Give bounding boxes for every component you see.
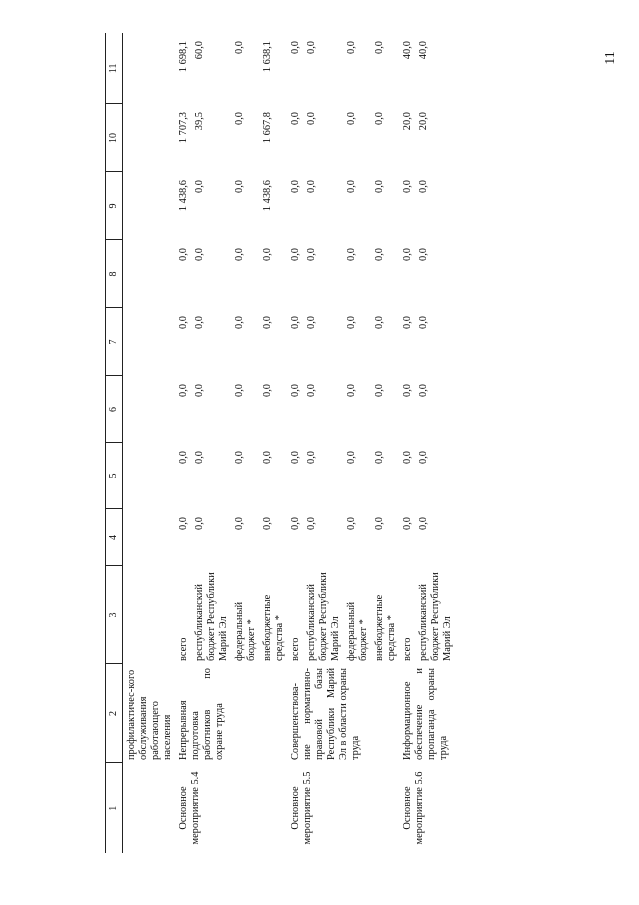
funding-source-cell: республиканский бюджет Республики Марий Эл bbox=[306, 572, 341, 661]
measure-title-cell: Совершенствова-ние нормативно-правовой базы Республики Марий Эл в области охраны труда bbox=[290, 668, 361, 760]
value-cell: 1 667,8 bbox=[262, 112, 273, 144]
table-row bbox=[288, 33, 304, 853]
value-cell: 0,0 bbox=[346, 517, 357, 530]
value-cell: 0,0 bbox=[234, 451, 245, 464]
value-cell: 0,0 bbox=[306, 316, 317, 329]
funding-source-cell: внебюджетные средства * bbox=[262, 594, 285, 661]
value-cell: 0,0 bbox=[306, 517, 317, 530]
value-cell: 0,0 bbox=[290, 316, 301, 329]
value-cell: 0,0 bbox=[418, 384, 429, 397]
value-cell: 0,0 bbox=[418, 451, 429, 464]
value-cell: 0,0 bbox=[306, 248, 317, 261]
value-cell: 0,0 bbox=[306, 180, 317, 193]
value-cell: 0,0 bbox=[178, 248, 189, 261]
table-header-row bbox=[106, 33, 123, 853]
value-cell: 0,0 bbox=[374, 248, 385, 261]
value-cell: 0,0 bbox=[402, 248, 413, 261]
funding-source-cell: федеральный бюджет * bbox=[234, 601, 257, 661]
measure-name-cell bbox=[123, 763, 177, 853]
value-cell bbox=[123, 509, 177, 566]
column-header: 9 bbox=[106, 172, 123, 240]
funding-source-cell: республиканский бюджет Республики Марий Эл bbox=[194, 572, 229, 661]
value-cell: 0,0 bbox=[262, 384, 273, 397]
measure-name-cell: Основное мероприятие 5.4 bbox=[178, 771, 201, 845]
value-cell: 0,0 bbox=[290, 384, 301, 397]
value-cell: 0,0 bbox=[374, 180, 385, 193]
value-cell: 0,0 bbox=[194, 517, 205, 530]
value-cell: 0,0 bbox=[346, 316, 357, 329]
value-cell: 0,0 bbox=[418, 248, 429, 261]
value-cell: 0,0 bbox=[418, 316, 429, 329]
measure-title-cell: Непрерывная подготовка работников по охране труда bbox=[178, 668, 225, 760]
measure-name-cell: Основное мероприятие 5.5 bbox=[290, 771, 313, 845]
value-cell: 0,0 bbox=[346, 112, 357, 125]
value-cell: 0,0 bbox=[234, 180, 245, 193]
value-cell bbox=[123, 33, 177, 104]
value-cell: 40,0 bbox=[402, 41, 413, 60]
value-cell: 0,0 bbox=[402, 316, 413, 329]
column-header: 10 bbox=[106, 104, 123, 172]
value-cell: 0,0 bbox=[374, 451, 385, 464]
value-cell: 0,0 bbox=[402, 180, 413, 193]
column-header: 5 bbox=[106, 443, 123, 509]
value-cell: 0,0 bbox=[234, 112, 245, 125]
column-header: 8 bbox=[106, 240, 123, 308]
rotated-table-container bbox=[105, 33, 540, 853]
value-cell: 0,0 bbox=[290, 41, 301, 54]
value-cell bbox=[123, 308, 177, 376]
value-cell: 0,0 bbox=[194, 248, 205, 261]
value-cell: 0,0 bbox=[306, 451, 317, 464]
funding-source-cell bbox=[123, 566, 177, 664]
value-cell: 0,0 bbox=[290, 248, 301, 261]
funding-source-cell: всего bbox=[402, 637, 413, 661]
value-cell: 0,0 bbox=[194, 316, 205, 329]
column-header: 6 bbox=[106, 376, 123, 443]
column-header: 7 bbox=[106, 308, 123, 376]
value-cell: 0,0 bbox=[306, 41, 317, 54]
value-cell: 0,0 bbox=[374, 316, 385, 329]
value-cell: 0,0 bbox=[262, 451, 273, 464]
funding-source-cell: федеральный бюджет * bbox=[346, 601, 369, 661]
column-header: 1 bbox=[106, 763, 123, 853]
value-cell: 0,0 bbox=[306, 112, 317, 125]
budget-table bbox=[105, 33, 456, 853]
value-cell: 0,0 bbox=[374, 517, 385, 530]
value-cell: 1 707,3 bbox=[178, 112, 189, 144]
value-cell: 0,0 bbox=[194, 384, 205, 397]
value-cell: 0,0 bbox=[194, 180, 205, 193]
value-cell bbox=[123, 443, 177, 509]
value-cell: 20,0 bbox=[402, 112, 413, 131]
column-header: 11 bbox=[106, 33, 123, 104]
value-cell: 0,0 bbox=[402, 451, 413, 464]
value-cell: 0,0 bbox=[234, 248, 245, 261]
value-cell: 1 438,6 bbox=[178, 180, 189, 212]
value-cell: 0,0 bbox=[262, 517, 273, 530]
column-header: 4 bbox=[106, 509, 123, 566]
measure-title-cell: профилактичес-кого обслуживания работающего населения bbox=[126, 669, 173, 760]
value-cell: 60,0 bbox=[194, 41, 205, 60]
table-row bbox=[123, 33, 177, 853]
value-cell: 20,0 bbox=[418, 112, 429, 131]
funding-source-cell: внебюджетные средства * bbox=[374, 594, 397, 661]
value-cell: 0,0 bbox=[178, 517, 189, 530]
value-cell: 0,0 bbox=[346, 41, 357, 54]
column-header: 2 bbox=[106, 664, 123, 763]
page-number: 11 bbox=[603, 51, 618, 65]
value-cell bbox=[123, 172, 177, 240]
measure-title-cell: Информационное обеспечение и пропаганда охраны труда bbox=[402, 668, 449, 760]
value-cell: 0,0 bbox=[346, 451, 357, 464]
value-cell: 1 438,6 bbox=[262, 180, 273, 212]
value-cell: 0,0 bbox=[374, 112, 385, 125]
value-cell: 1 698,1 bbox=[178, 41, 189, 73]
value-cell: 0,0 bbox=[346, 180, 357, 193]
value-cell: 40,0 bbox=[418, 41, 429, 60]
value-cell: 0,0 bbox=[306, 384, 317, 397]
value-cell: 0,0 bbox=[290, 517, 301, 530]
value-cell: 0,0 bbox=[402, 517, 413, 530]
value-cell: 0,0 bbox=[234, 384, 245, 397]
value-cell: 0,0 bbox=[290, 180, 301, 193]
value-cell: 0,0 bbox=[346, 248, 357, 261]
value-cell: 0,0 bbox=[346, 384, 357, 397]
value-cell: 0,0 bbox=[418, 517, 429, 530]
value-cell: 0,0 bbox=[262, 316, 273, 329]
value-cell: 0,0 bbox=[234, 517, 245, 530]
value-cell bbox=[123, 104, 177, 172]
value-cell: 0,0 bbox=[290, 451, 301, 464]
value-cell: 1 638,1 bbox=[262, 41, 273, 73]
value-cell: 0,0 bbox=[194, 451, 205, 464]
value-cell: 0,0 bbox=[178, 451, 189, 464]
value-cell: 0,0 bbox=[418, 180, 429, 193]
table-row bbox=[400, 33, 416, 853]
value-cell: 0,0 bbox=[402, 384, 413, 397]
value-cell: 0,0 bbox=[234, 41, 245, 54]
value-cell: 0,0 bbox=[178, 384, 189, 397]
value-cell: 39,5 bbox=[194, 112, 205, 131]
value-cell: 0,0 bbox=[178, 316, 189, 329]
value-cell: 0,0 bbox=[290, 112, 301, 125]
funding-source-cell: всего bbox=[290, 637, 301, 661]
measure-name-cell: Основное мероприятие 5.6 bbox=[402, 771, 425, 845]
funding-source-cell: республиканский бюджет Республики Марий Эл bbox=[418, 572, 453, 661]
table-body bbox=[123, 33, 457, 853]
value-cell: 0,0 bbox=[234, 316, 245, 329]
value-cell: 0,0 bbox=[374, 384, 385, 397]
value-cell: 0,0 bbox=[262, 248, 273, 261]
table-row bbox=[176, 33, 192, 853]
value-cell bbox=[123, 376, 177, 443]
value-cell bbox=[123, 240, 177, 308]
value-cell: 0,0 bbox=[374, 41, 385, 54]
column-header: 3 bbox=[106, 566, 123, 664]
funding-source-cell: всего bbox=[178, 637, 189, 661]
